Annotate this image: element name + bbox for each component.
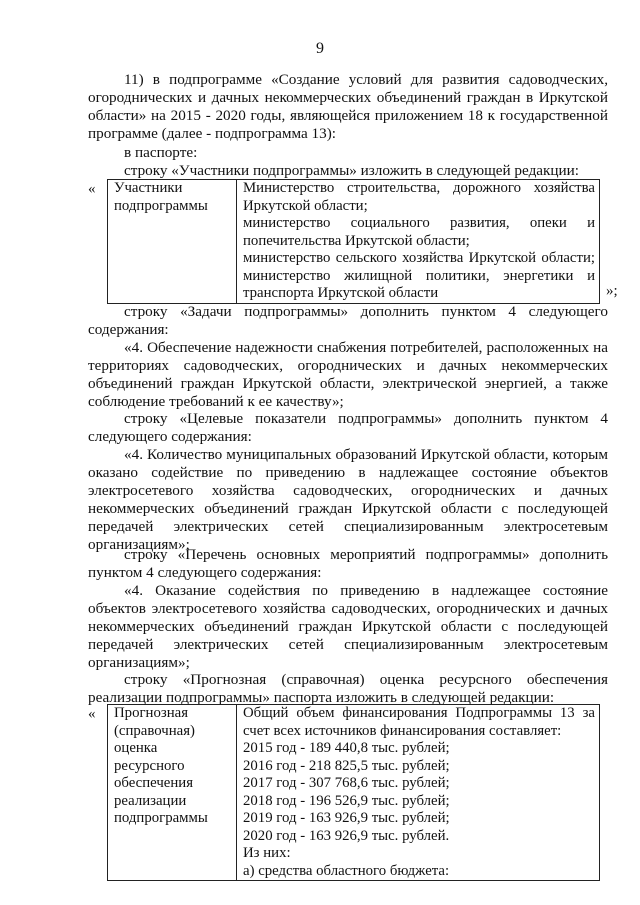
forecast-label-line: (справочная) xyxy=(114,722,195,739)
forecast-value-line: Из них: xyxy=(243,845,291,861)
forecast-intro: строку «Прогнозная (справочная) оценка ресурсного обеспечения реализации подпрограммы» паспорта изложить в следующей редакции: xyxy=(88,671,608,706)
participants-value-line: транспорта Иркутской области xyxy=(243,285,439,301)
table1-close-quote: »; xyxy=(606,283,618,299)
forecast-value-line: Общий объем финансирования Подпрограммы 13 за xyxy=(243,705,595,721)
page-number: 9 xyxy=(316,40,324,57)
table2-open-quote: « xyxy=(88,706,96,722)
forecast-label-line: ресурсного xyxy=(114,757,185,774)
forecast-year-2018: 2018 год - 196 526,9 тыс. рублей; xyxy=(243,792,450,809)
in-passport-text: в паспорте: xyxy=(124,144,198,161)
forecast-value-line: счет всех источников финансирования составляет: xyxy=(243,722,562,739)
forecast-label-line: Прогнозная xyxy=(114,705,189,721)
tasks-item: «4. Обеспечение надежности снабжения потребителей, расположенных на территориях садоводческих, огороднических и дачных некоммерческих объединений граждан Иркутской области, электрической энергией, а также соблюдение требований к ее качеству»; xyxy=(88,339,608,410)
forecast-year-2019: 2019 год - 163 926,9 тыс. рублей; xyxy=(243,810,450,826)
measures-item: «4. Оказание содействия по приведению в надлежащее состояние объектов электросетевого хозяйства садоводческих, огороднических и дачных некоммерческих объединений граждан Иркутской области с последующей передачей электрических сетей специализированным электросетевым организациям»; xyxy=(88,582,608,671)
participants-value-cell xyxy=(237,180,600,304)
participants-value-line: министерство социального развития, опеки и xyxy=(243,215,595,231)
tasks-intro: строку «Задачи подпрограммы» дополнить пунктом 4 следующего содержания: xyxy=(88,303,608,338)
participants-value-line: Министерство строительства, дорожного хозяйства xyxy=(243,180,595,196)
forecast-table xyxy=(107,704,600,881)
targets-item: «4. Количество муниципальных образований Иркутской области, которым оказано содействие по приведению в надлежащее состояние объектов электросетевого хозяйства садоводческих, огороднических и дачных некоммерческих объединений граждан Иркутской области с последующей передачей электрических сетей специализированным электросетевым организациям»; xyxy=(88,446,608,553)
forecast-value-cell xyxy=(237,705,600,881)
participants-label-line: Участники xyxy=(114,180,183,196)
participants-value-line: министерство сельского хозяйства Иркутской области; xyxy=(243,250,595,266)
participants-value-line: министерство жилищной политики, энергетики и xyxy=(243,267,595,284)
participants-intro: строку «Участники подпрограммы» изложить в следующей редакции: xyxy=(124,162,580,179)
participants-label-cell xyxy=(108,180,237,304)
forecast-label-cell xyxy=(108,705,237,881)
forecast-label-line: оценка xyxy=(114,740,158,756)
forecast-label-line: обеспечения xyxy=(114,775,194,791)
participants-label-line: подпрограммы xyxy=(114,197,208,214)
forecast-label-line: реализации xyxy=(114,792,187,809)
forecast-year-2015: 2015 год - 189 440,8 тыс. рублей; xyxy=(243,740,450,756)
participants-value-line: попечительства Иркутской области; xyxy=(243,232,470,249)
targets-intro: строку «Целевые показатели подпрограммы» дополнить пунктом 4 следующего содержания: xyxy=(88,410,608,445)
forecast-year-2017: 2017 год - 307 768,6 тыс. рублей; xyxy=(243,775,450,791)
paragraph-11: 11) в подпрограмме «Создание условий для развития садоводческих, огороднических и дачных некоммерческих объединений граждан в Иркутской области» на 2015 - 2020 годы, являющейся приложением 18 к государственной программе (далее - подпрограмма 13): xyxy=(88,71,608,142)
forecast-year-2020: 2020 год - 163 926,9 тыс. рублей. xyxy=(243,827,450,844)
measures-intro: строку «Перечень основных мероприятий подпрограммы» дополнить пунктом 4 следующего содержания: xyxy=(88,546,608,581)
table1-open-quote: « xyxy=(88,181,96,197)
forecast-year-2016: 2016 год - 218 825,5 тыс. рублей; xyxy=(243,757,450,774)
participants-value-line: Иркутской области; xyxy=(243,197,368,214)
forecast-value-line: а) средства областного бюджета: xyxy=(243,862,450,879)
forecast-label-line: подпрограммы xyxy=(114,810,208,826)
participants-table xyxy=(107,179,600,304)
